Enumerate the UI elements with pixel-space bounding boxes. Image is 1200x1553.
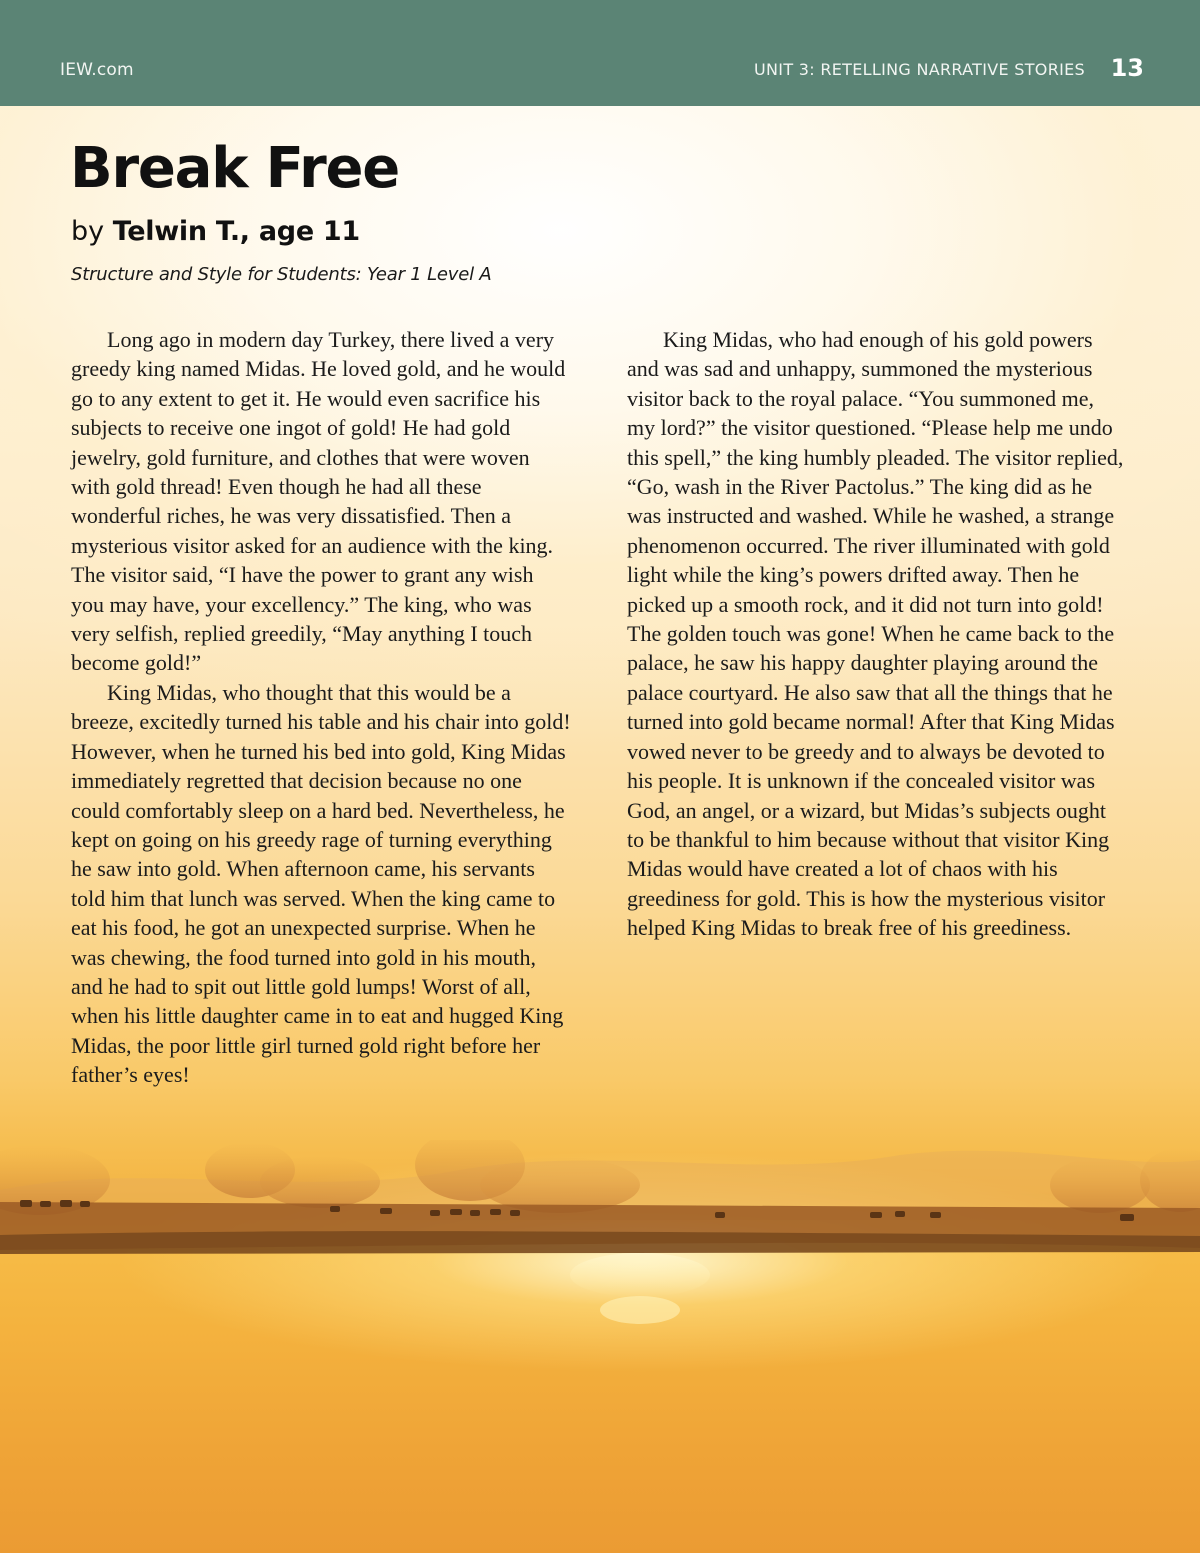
author-name: Telwin T., age 11 [112,216,360,247]
sunset-landscape-illustration [0,1140,1200,1400]
story-paragraph: King Midas, who thought that this would be a breeze, excitedly turned his table and his chair into gold! However, when he turned his bed into gold, King Midas immediately regretted that decision because no one could comfortably sleep on a hard bed. Nevertheless, he kept on going on his greedy rage of turning everything he saw into gold. When afternoon came, his servants told him that lunch was served. When the king came to eat his food, he got an unexpected surprise. When he was chewing, the food turned into gold in his mouth, and he had to spit out little gold lumps! Worst of all, when his little daughter came in to eat and hugged King Midas, the poor little girl turned gold right before her father’s eyes! [71,679,571,1088]
story-column-right [627,325,1127,943]
course-name: Structure and Style for Students: Year 1 Level A [71,264,492,285]
page-number: 13 [1110,54,1144,82]
header-bar [0,0,1200,106]
byline [71,216,360,247]
byline-prefix: by [71,216,105,247]
story-paragraph: King Midas, who had enough of his gold powers and was sad and unhappy, summoned the mysterious visitor back to the royal palace. “You summoned me, my lord?” the visitor questioned. “Please help me undo this spell,” the king humbly pleaded. The visitor replied, “Go, wash in the River Pactolus.” The king did as he was instructed and washed. While he washed, a strange phenomenon occurred. The river illuminated with gold light while the king’s powers drifted away. Then he picked up a smooth rock, and it did not turn into gold! The golden touch was gone! When he came back to the palace, he saw his happy daughter playing around the palace courtyard. He also saw that all the things that he turned into gold became normal! After that King Midas vowed never to be greedy and to always be devoted to his people. It is unknown if the concealed visitor was God, an angel, or a wizard, but Midas’s subjects ought to be thankful to him because without that visitor King Midas would have created a lot of chaos with his greediness for gold. This is how the mysterious visitor helped King Midas to break free of his greediness. [627,327,1124,941]
story-paragraph: Long ago in modern day Turkey, there lived a very greedy king named Midas. He loved gold, and he would go to any extent to get it. He would even sacrifice his subjects to receive one ingot of gold! He had gold jewelry, gold furniture, and clothes that were woven with gold thread! Even though he had all these wonderful riches, he was very dissatisfied. Then a mysterious visitor asked for an audience with the king. The visitor said, “I have the power to grant any wish you may have, your excellency.” The king, who was very selfish, replied greedily, “May anything I touch become gold!” [71,327,566,676]
site-name[interactable]: IEW.com [60,60,134,80]
unit-title: UNIT 3: RETELLING NARRATIVE STORIES [754,60,1085,79]
story-column-left [71,325,571,1090]
article-title: Break Free [70,136,400,201]
